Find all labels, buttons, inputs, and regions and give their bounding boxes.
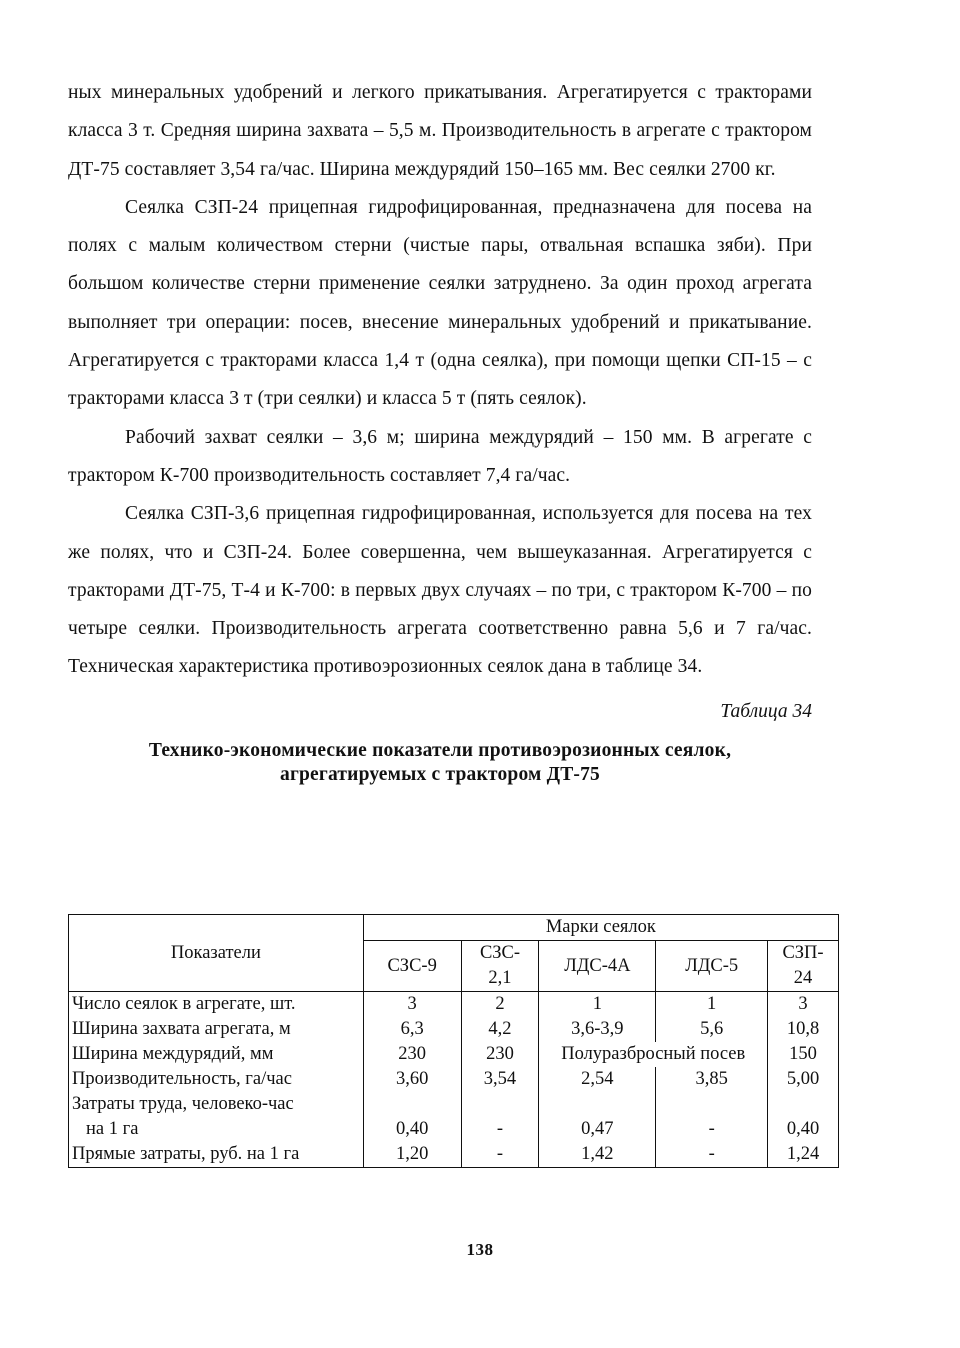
cell: 3,60 — [363, 1067, 461, 1092]
cell: - — [656, 1092, 768, 1142]
row-label — [69, 1092, 364, 1142]
merged-cell: Полуразбросный посев — [539, 1042, 768, 1067]
table-title-line-2: агрегатируемых с трактором ДТ-75 — [280, 763, 600, 785]
cell: 3,85 — [656, 1067, 768, 1092]
cell: 10,8 — [768, 1017, 839, 1042]
brand-header: ЛДС-5 — [656, 941, 768, 992]
table-title — [68, 739, 812, 787]
row-label-line-2: на 1 га — [86, 1119, 139, 1139]
data-table — [68, 914, 839, 1168]
cell: 6,3 — [363, 1017, 461, 1042]
cell: - — [461, 1142, 539, 1168]
page-body — [68, 74, 812, 787]
table-row — [69, 992, 839, 1018]
cell: 3,6-3,9 — [539, 1017, 656, 1042]
table-number: Таблица 34 — [720, 700, 812, 722]
paragraph-3: Рабочий захват сеялки – 3,6 м; ширина междурядий – 150 мм. В агрегате с трактором К-700 производительность составляет 7,4 га/час. — [68, 426, 812, 486]
cell: 2,54 — [539, 1067, 656, 1092]
row-label: Ширина междурядий, мм — [69, 1042, 364, 1067]
cell: 230 — [363, 1042, 461, 1067]
header-brands: Марки сеялок — [363, 915, 838, 941]
cell: 1 — [539, 992, 656, 1018]
row-label: Ширина захвата агрегата, м — [69, 1017, 364, 1042]
cell: 0,40 — [363, 1092, 461, 1142]
cell: 4,2 — [461, 1017, 539, 1042]
cell: 3 — [363, 992, 461, 1018]
cell: - — [461, 1092, 539, 1142]
table-row — [69, 1042, 839, 1067]
paragraph-4: Сеялка СЗП-3,6 прицепная гидрофицированная, используется для посева на тех же полях, что и СЗП-24. Более совершенна, чем вышеуказанная. Агрегатируется с тракторами ДТ-75, Т-4 и К-700: в первых двух случаях – по три, с трактором К-700 – по четыре сеялки. Производительность агрегата соответственно равна 5,6 и 7 га/час. Техническая характеристика противоэрозионных сеялок дана в таблице 34. — [68, 503, 812, 678]
row-label-line-1: Затраты труда, человеко-час — [72, 1094, 294, 1114]
cell: 0,47 — [539, 1092, 656, 1142]
cell: 1,42 — [539, 1142, 656, 1168]
cell: 3 — [768, 992, 839, 1018]
table-row — [69, 1092, 839, 1142]
cell: 5,00 — [768, 1067, 839, 1092]
cell: 1,24 — [768, 1142, 839, 1168]
cell: 150 — [768, 1042, 839, 1067]
cell: 1,20 — [363, 1142, 461, 1168]
brand-header: СЗС-9 — [363, 941, 461, 992]
cell: 5,6 — [656, 1017, 768, 1042]
paragraph-2: Сеялка СЗП-24 прицепная гидрофицированная, предназначена для посева на полях с малым количеством стерни (чистые пары, отвальная вспашка зяби). При большом количестве стерни применение сеялки затруднено. За один проход агрегата выполняет три операции: посев, внесение минеральных удобрений и прикатывание. Агрегатируется с тракторами класса 1,4 т (одна сеялка), при помощи щепки СП-15 – с тракторами класса 3 т (три сеялки) и класса 5 т (пять сеялок). — [68, 196, 812, 410]
table-row — [69, 1067, 839, 1092]
row-label: Число сеялок в агрегате, шт. — [69, 992, 364, 1018]
brand-header: СЗП- 24 — [768, 941, 839, 992]
cell: 2 — [461, 992, 539, 1018]
header-indicator: Показатели — [69, 915, 364, 992]
table-title-line-1: Технико-экономические показатели противоэрозионных сеялок, — [148, 739, 732, 761]
row-label: Прямые затраты, руб. на 1 га — [69, 1142, 364, 1168]
page-number: 138 — [466, 1240, 494, 1259]
cell: 3,54 — [461, 1067, 539, 1092]
table-row — [69, 1017, 839, 1042]
brand-header: ЛДС-4А — [539, 941, 656, 992]
cell: 0,40 — [768, 1092, 839, 1142]
brand-header: СЗС- 2,1 — [461, 941, 539, 992]
cell: - — [656, 1142, 768, 1168]
paragraph-1: ных минеральных удобрений и легкого прикатывания. Агрегатируется с тракторами класса 3 т. Средняя ширина захвата – 5,5 м. Производительность в агрегате с трактором ДТ-75 составляет 3,54 га/час. Ширина междурядий 150–165 мм. Вес сеялки 2700 кг. — [68, 82, 812, 180]
row-label: Производительность, га/час — [69, 1067, 364, 1092]
table-row — [69, 1142, 839, 1168]
cell: 230 — [461, 1042, 539, 1067]
cell: 1 — [656, 992, 768, 1018]
